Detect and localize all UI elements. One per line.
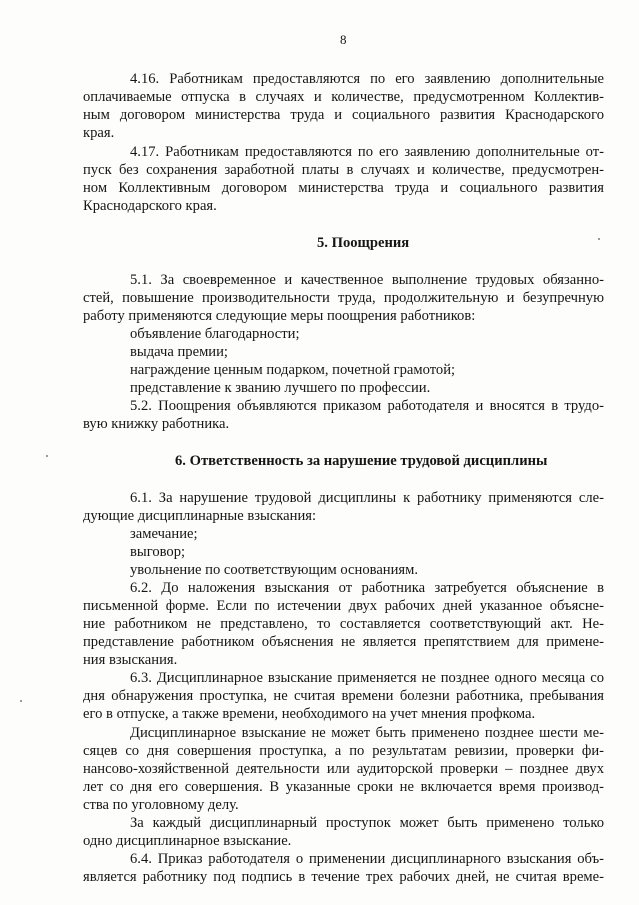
text-line: вую книжку работника. — [83, 416, 230, 432]
text-line: работу применяются следующие меры поощрения работников: — [83, 308, 476, 324]
text-line: представление работником объяснения не является препятствием для примене- — [83, 634, 604, 650]
text-line: лет со дня его совершения. В указанные сроки не включается время производ- — [83, 779, 604, 795]
text-line: дующие дисциплинарные взыскания: — [83, 508, 317, 524]
text-line: ном Коллективным договором министерства труда и социального развития — [83, 180, 604, 196]
text-line: Краснодарского края. — [83, 198, 217, 214]
text-line: одно дисциплинарное взыскание. — [83, 833, 292, 849]
scan-speck — [20, 700, 22, 702]
text-line: письменной форме. Если по истечении двух рабочих дней указанное объясне- — [83, 598, 604, 614]
text-line: 6.2. До наложения взыскания от работника затребуется объяснение в — [130, 580, 604, 596]
text-line: За каждый дисциплинарный проступок может быть применено только — [130, 815, 604, 831]
text-line: ния взыскания. — [83, 652, 178, 668]
text-line: дня обнаружения проступка, не считая времени болезни работника, пребывания — [83, 688, 604, 704]
list-item: представление к званию лучшего по профессии. — [130, 380, 431, 396]
list-item: выговор; — [130, 544, 186, 560]
text-line: нансово-хозяйственной деятельности или аудиторской проверки – позднее двух — [83, 761, 604, 777]
list-item: награждение ценным подарком, почетной грамотой; — [130, 362, 456, 378]
text-line: ным договором министерства труда и социального развития Краснодарского — [83, 107, 604, 123]
text-line: 5.2. Поощрения объявляются приказом работодателя и вносятся в трудо- — [130, 398, 604, 414]
scan-speck — [46, 455, 48, 457]
list-item: замечание; — [130, 526, 198, 542]
list-item: объявление благодарности; — [130, 326, 300, 342]
text-line: сяцев со дня совершения проступка, а по результатам ревизии, проверки фи- — [83, 743, 604, 759]
text-line: 6.4. Приказ работодателя о применении дисциплинарного взыскания объ- — [130, 851, 604, 867]
text-line: 4.17. Работникам предоставляются по его заявлению дополнительные от- — [130, 144, 604, 160]
text-line: края. — [83, 125, 115, 141]
list-item: выдача премии; — [130, 344, 228, 360]
text-line: является работнику под подпись в течение трех рабочих дней, не считая време- — [83, 869, 604, 885]
text-line: 6.1. За нарушение трудовой дисциплины к работнику применяются сле- — [130, 490, 604, 506]
text-line: Дисциплинарное взыскание не может быть применено позднее шести ме- — [130, 725, 604, 741]
scan-speck — [598, 238, 600, 240]
text-line: пуск без сохранения заработной платы в случаях и количестве, предусмотрен- — [83, 162, 604, 178]
text-line: стей, повышение производительности труда, продолжительную и безупречную — [83, 290, 604, 306]
text-line: оплачиваемые отпуска в случаях и количестве, предусмотренном Коллектив- — [83, 89, 604, 105]
section-heading: 5. Поощрения — [317, 235, 410, 251]
list-item: увольнение по соответствующим основаниям. — [130, 562, 419, 578]
text-line: ние работником не представлено, то составляется соответствующий акт. Не- — [83, 616, 604, 632]
text-line: его в отпуске, а также времени, необходимого на учет мнения профкома. — [83, 706, 536, 722]
page-number: 8 — [340, 32, 347, 47]
text-line: 5.1. За своевременное и качественное выполнение трудовых обязанно- — [130, 272, 604, 288]
text-line: ства по уголовному делу. — [83, 797, 239, 813]
text-line: 4.16. Работникам предоставляются по его заявлению дополнительные — [130, 71, 604, 87]
section-heading: 6. Ответственность за нарушение трудовой дисциплины — [175, 453, 548, 469]
text-line: 6.3. Дисциплинарное взыскание применяется не позднее одного месяца со — [130, 670, 604, 686]
